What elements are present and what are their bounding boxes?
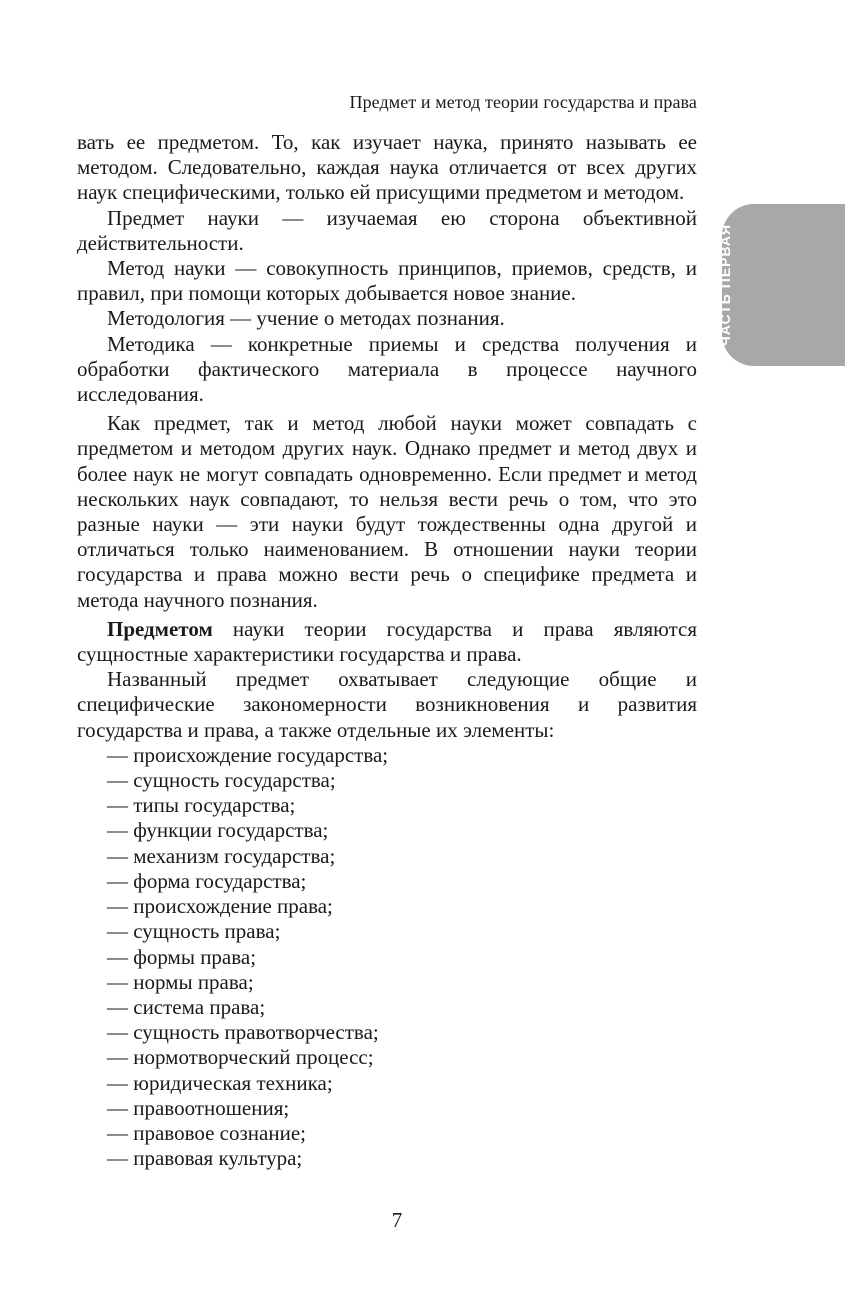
list-item: — нормотворческий процесс; — [107, 1045, 374, 1070]
list-item: — механизм государства; — [107, 843, 336, 868]
paragraph: вать ее предметом. То, как изучает наука, принято называть ее методом. Следовательно, каждая наука отличается от всех других наук специфическими, только ей присущими предметом и методом. — [77, 130, 697, 205]
list-item: — правовая культура; — [107, 1146, 303, 1171]
section-tab-label: ЧАСТЬ ПЕРВАЯ — [717, 223, 733, 347]
paragraph: Методология — учение о методах познания. — [107, 306, 505, 331]
term-bold: Предметом — [107, 616, 213, 641]
list-item: — функции государства; — [107, 818, 329, 843]
list-item: — сущность правотворчества; — [107, 1020, 379, 1045]
paragraph: Названный предмет охватывает следующие общие и специфические закономерности возникновения и развития государства и права, а также отдельные их элементы: — [77, 667, 697, 742]
list-item: — форма государства; — [107, 868, 307, 893]
paragraph: Как предмет, так и метод любой науки может совпадать с предметом и методом других наук. Однако предмет и метод двух и более наук не могут совпадать одновременно. Если предмет и метод нескольких наук совпадают, то нельзя вести речь о том, что это разные науки — эти науки будут тождественны одна другой и отличаться только наименованием. В отношении науки теории государства и права можно вести речь о специфике предмета и метода научного познания. — [77, 411, 697, 612]
paragraph-text: науки теории государства и права являются сущностные характеристики государства и права. — [77, 616, 697, 667]
paragraph: Методика — конкретные приемы и средства получения и обработки фактического материала в процессе научного исследования. — [77, 331, 697, 407]
elements-list — [77, 743, 697, 1171]
list-item: — сущность права; — [107, 919, 281, 944]
list-item: — типы государства; — [107, 793, 296, 818]
list-item: — правовое сознание; — [107, 1120, 306, 1145]
page-number: 7 — [391, 1208, 403, 1232]
paragraph: Метод науки — совокупность принципов, приемов, средств, и правил, при помощи которых добывается новое знание. — [77, 256, 697, 306]
paragraph: Предмет науки — изучаемая ею сторона объективной действительности. — [77, 205, 697, 255]
list-item: — система права; — [107, 994, 266, 1019]
section-tab — [722, 204, 845, 366]
list-item: — происхождение государства; — [107, 742, 389, 767]
list-item: — формы права; — [107, 944, 257, 969]
body-text — [77, 130, 697, 1171]
list-item: — сущность государства; — [107, 768, 336, 793]
paragraph — [77, 617, 697, 667]
list-item: — нормы права; — [107, 969, 254, 994]
list-item: — происхождение права; — [107, 894, 333, 919]
running-header: Предмет и метод теории государства и права — [349, 92, 697, 112]
list-item: — юридическая техника; — [107, 1070, 333, 1095]
list-item: — правоотношения; — [107, 1095, 290, 1120]
